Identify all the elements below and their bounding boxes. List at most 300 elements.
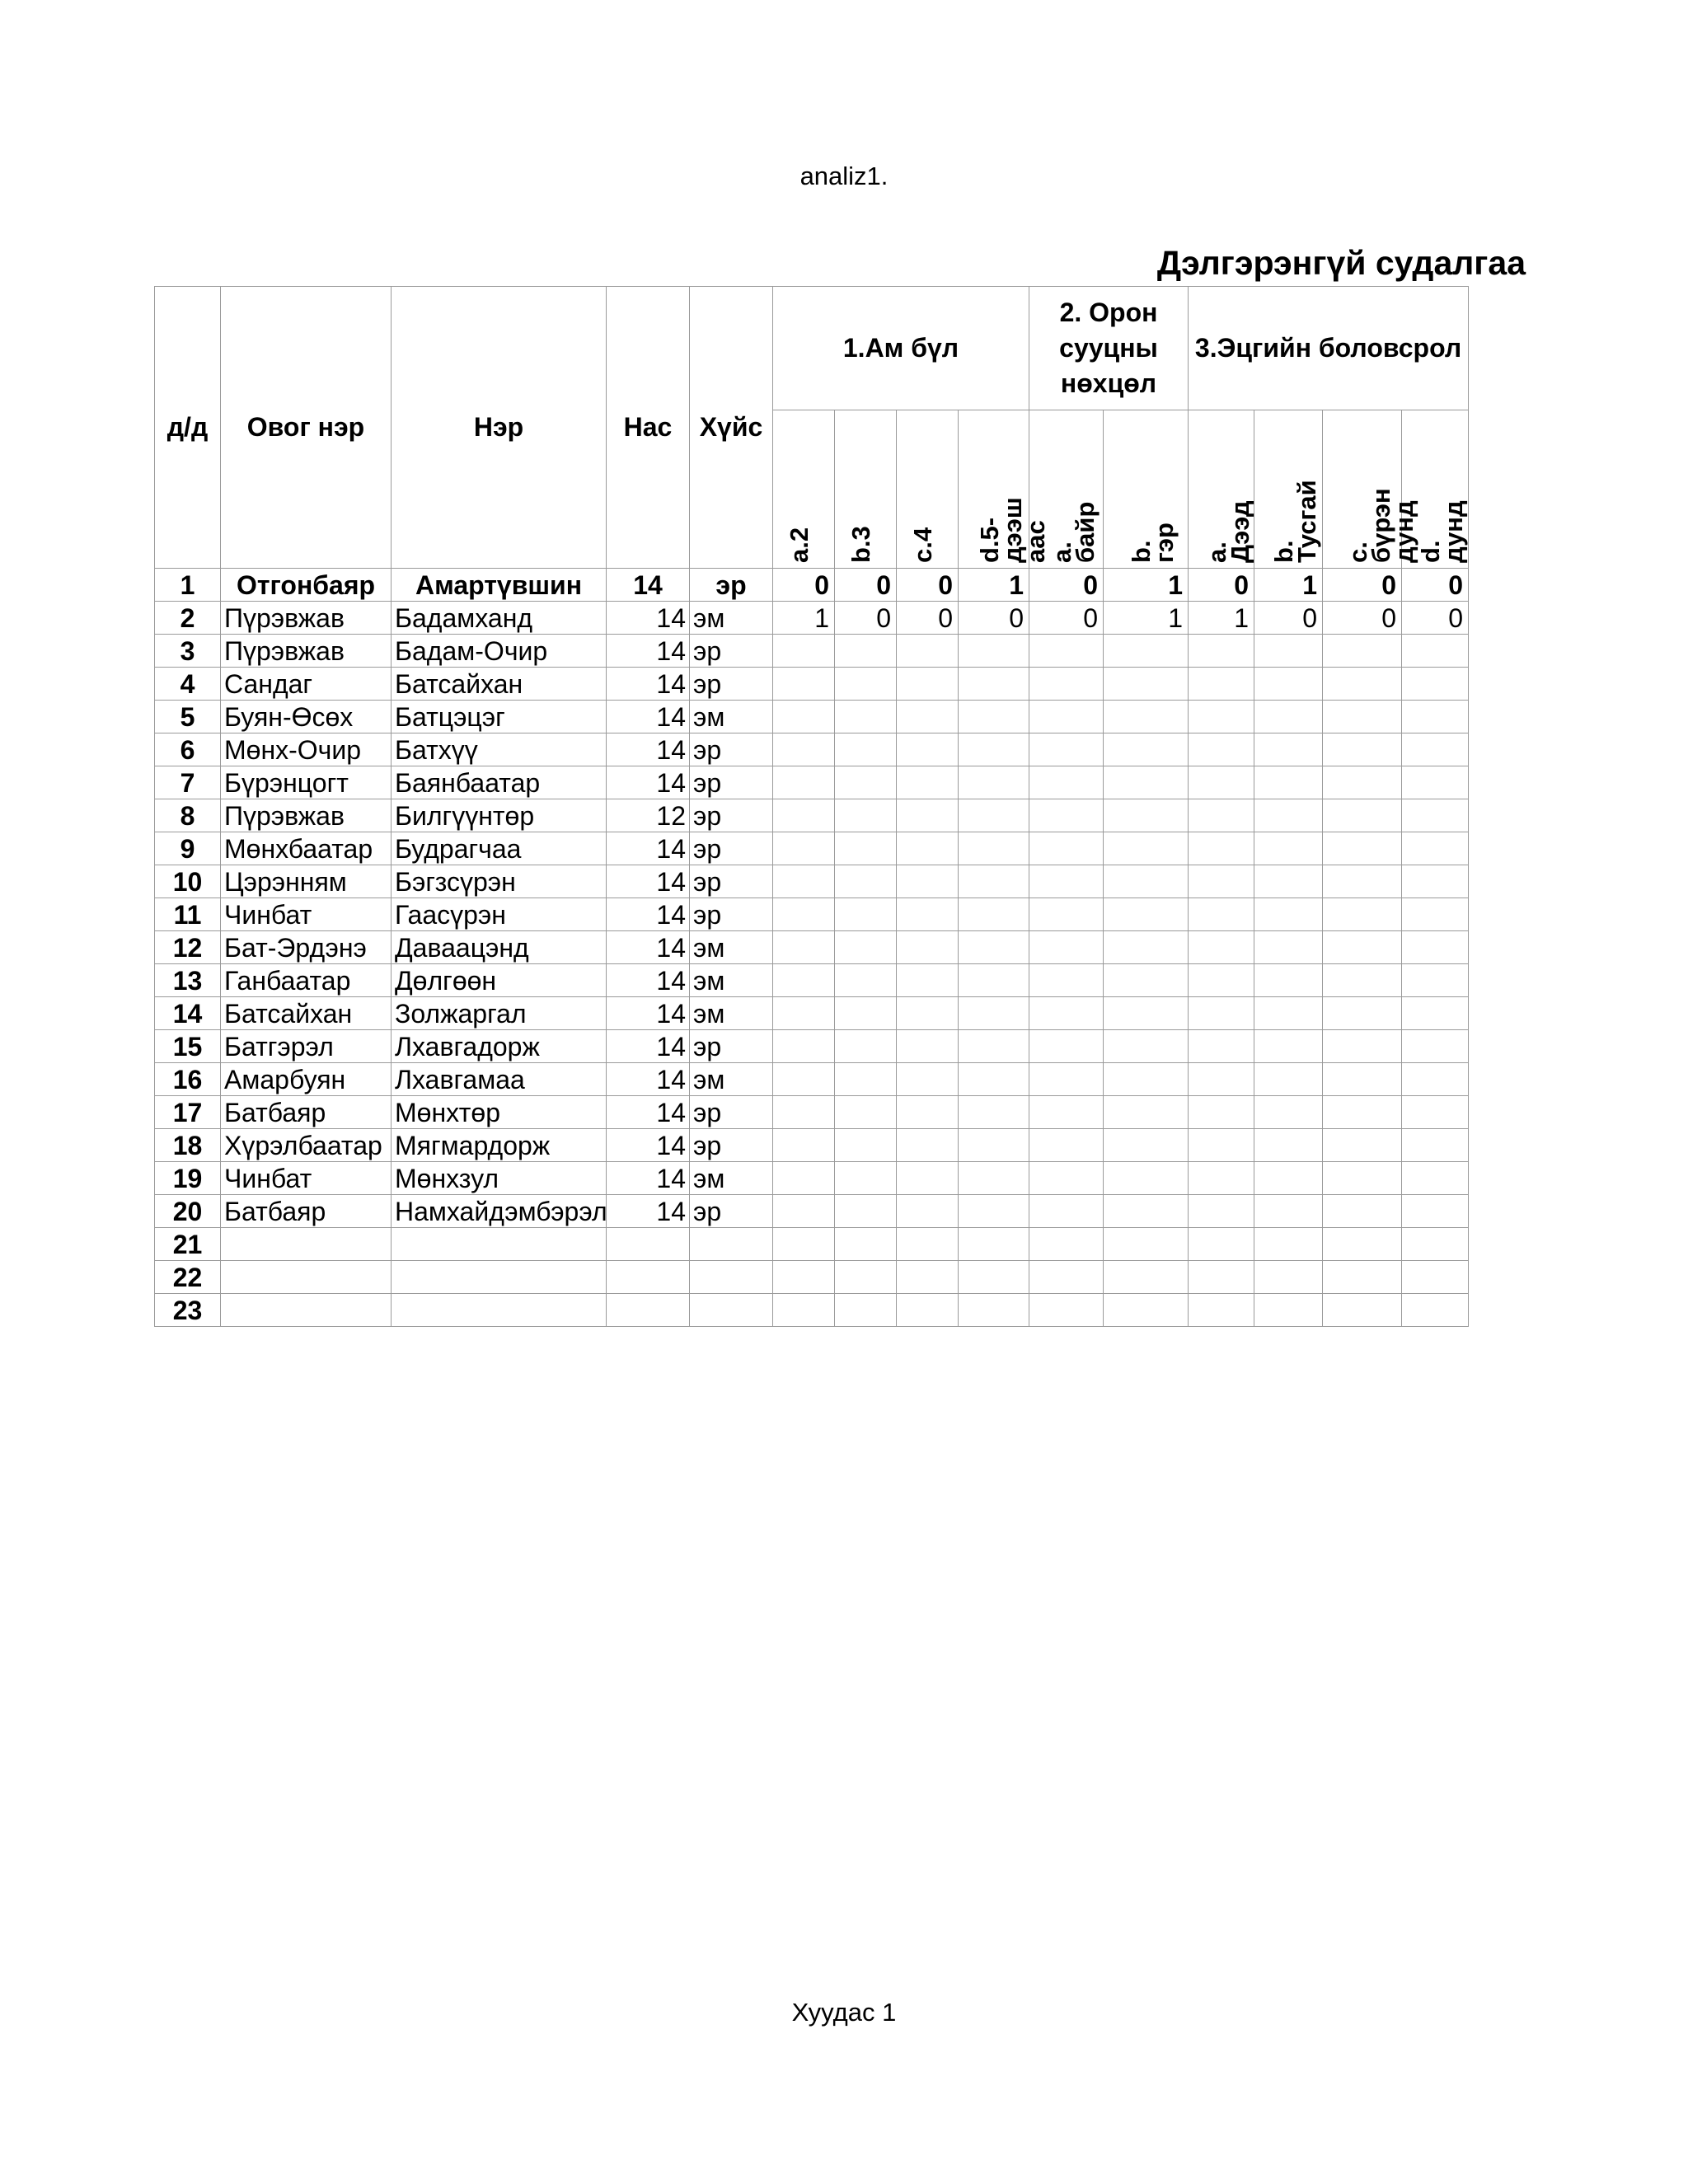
surname-cell[interactable]: Цэрэнням	[221, 865, 392, 898]
value-cell[interactable]	[897, 668, 959, 701]
value-cell[interactable]	[1189, 832, 1254, 865]
value-cell[interactable]	[959, 701, 1029, 733]
value-cell[interactable]	[897, 733, 959, 766]
value-cell[interactable]	[959, 865, 1029, 898]
value-cell[interactable]	[773, 733, 835, 766]
gender-cell[interactable]: эм	[690, 1162, 773, 1195]
value-cell[interactable]	[959, 1129, 1029, 1162]
gender-cell[interactable]: эр	[690, 733, 773, 766]
age-cell[interactable]: 14	[607, 865, 690, 898]
value-cell[interactable]	[1254, 832, 1323, 865]
value-cell[interactable]	[1323, 865, 1402, 898]
value-cell[interactable]	[1029, 865, 1104, 898]
age-cell[interactable]	[607, 1294, 690, 1327]
value-cell[interactable]	[1104, 1162, 1189, 1195]
value-cell[interactable]: 0	[1323, 569, 1402, 602]
value-cell[interactable]	[835, 1261, 897, 1294]
value-cell[interactable]	[835, 1096, 897, 1129]
value-cell[interactable]	[1189, 799, 1254, 832]
surname-cell[interactable]: Мөнхбаатар	[221, 832, 392, 865]
value-cell[interactable]	[1189, 997, 1254, 1030]
age-cell[interactable]: 14	[607, 602, 690, 635]
value-cell[interactable]	[1104, 799, 1189, 832]
value-cell[interactable]	[773, 1129, 835, 1162]
value-cell[interactable]	[835, 964, 897, 997]
value-cell[interactable]	[1104, 1228, 1189, 1261]
value-cell[interactable]	[835, 1030, 897, 1063]
value-cell[interactable]	[1104, 766, 1189, 799]
value-cell[interactable]	[1323, 701, 1402, 733]
value-cell[interactable]	[835, 1195, 897, 1228]
value-cell[interactable]	[1402, 799, 1469, 832]
value-cell[interactable]	[1323, 668, 1402, 701]
value-cell[interactable]	[773, 1261, 835, 1294]
gender-cell[interactable]: эр	[690, 1096, 773, 1129]
value-cell[interactable]	[1254, 668, 1323, 701]
surname-cell[interactable]: Батбаяр	[221, 1195, 392, 1228]
value-cell[interactable]	[1402, 964, 1469, 997]
value-cell[interactable]	[1029, 733, 1104, 766]
value-cell[interactable]	[1402, 1228, 1469, 1261]
name-cell[interactable]: Мягмардорж	[392, 1129, 607, 1162]
value-cell[interactable]	[959, 1096, 1029, 1129]
value-cell[interactable]	[1189, 1195, 1254, 1228]
value-cell[interactable]	[897, 832, 959, 865]
gender-cell[interactable]	[690, 1294, 773, 1327]
value-cell[interactable]	[835, 668, 897, 701]
value-cell[interactable]	[1029, 701, 1104, 733]
row-index-cell[interactable]: 4	[155, 668, 221, 701]
value-cell[interactable]	[1402, 898, 1469, 931]
gender-cell[interactable]: эм	[690, 997, 773, 1030]
surname-cell[interactable]: Батсайхан	[221, 997, 392, 1030]
value-cell[interactable]	[1104, 733, 1189, 766]
value-cell[interactable]	[897, 1228, 959, 1261]
value-cell[interactable]	[1104, 931, 1189, 964]
value-cell[interactable]	[1104, 668, 1189, 701]
value-cell[interactable]	[1323, 1096, 1402, 1129]
value-cell[interactable]	[959, 964, 1029, 997]
value-cell[interactable]	[1323, 1129, 1402, 1162]
row-index-cell[interactable]: 15	[155, 1030, 221, 1063]
row-index-cell[interactable]: 6	[155, 733, 221, 766]
value-cell[interactable]: 0	[1323, 602, 1402, 635]
value-cell[interactable]: 0	[897, 569, 959, 602]
surname-cell[interactable]: Чинбат	[221, 898, 392, 931]
surname-cell[interactable]: Пүрэвжав	[221, 799, 392, 832]
age-cell[interactable]: 14	[607, 1096, 690, 1129]
value-cell[interactable]	[1254, 931, 1323, 964]
value-cell[interactable]	[1029, 799, 1104, 832]
value-cell[interactable]	[1104, 898, 1189, 931]
surname-cell[interactable]: Мөнх-Очир	[221, 733, 392, 766]
value-cell[interactable]	[1402, 865, 1469, 898]
surname-cell[interactable]: Хүрэлбаатар	[221, 1129, 392, 1162]
value-cell[interactable]: 0	[773, 569, 835, 602]
value-cell[interactable]	[1323, 997, 1402, 1030]
value-cell[interactable]	[897, 865, 959, 898]
value-cell[interactable]: 0	[1402, 569, 1469, 602]
value-cell[interactable]	[1104, 701, 1189, 733]
name-cell[interactable]: Баянбаатар	[392, 766, 607, 799]
value-cell[interactable]	[959, 931, 1029, 964]
value-cell[interactable]	[1323, 799, 1402, 832]
value-cell[interactable]: 1	[1254, 569, 1323, 602]
value-cell[interactable]	[897, 799, 959, 832]
surname-cell[interactable]	[221, 1261, 392, 1294]
gender-cell[interactable]	[690, 1228, 773, 1261]
value-cell[interactable]	[1104, 635, 1189, 668]
row-index-cell[interactable]: 8	[155, 799, 221, 832]
value-cell[interactable]	[1323, 766, 1402, 799]
value-cell[interactable]	[1189, 635, 1254, 668]
age-cell[interactable]: 12	[607, 799, 690, 832]
age-cell[interactable]: 14	[607, 569, 690, 602]
value-cell[interactable]	[1189, 668, 1254, 701]
value-cell[interactable]	[1104, 832, 1189, 865]
gender-cell[interactable]: эр	[690, 865, 773, 898]
surname-cell[interactable]: Амарбуян	[221, 1063, 392, 1096]
value-cell[interactable]	[1323, 898, 1402, 931]
name-cell[interactable]: Амартүвшин	[392, 569, 607, 602]
value-cell[interactable]	[1402, 1162, 1469, 1195]
value-cell[interactable]	[1029, 898, 1104, 931]
value-cell[interactable]	[1323, 1195, 1402, 1228]
value-cell[interactable]	[959, 1195, 1029, 1228]
value-cell[interactable]: 0	[959, 602, 1029, 635]
row-index-cell[interactable]: 2	[155, 602, 221, 635]
name-cell[interactable]: Батхүү	[392, 733, 607, 766]
value-cell[interactable]	[835, 1063, 897, 1096]
value-cell[interactable]	[959, 1162, 1029, 1195]
value-cell[interactable]	[1189, 1162, 1254, 1195]
gender-cell[interactable]: эр	[690, 668, 773, 701]
value-cell[interactable]	[773, 799, 835, 832]
name-cell[interactable]: Мөнхзул	[392, 1162, 607, 1195]
value-cell[interactable]	[1402, 1096, 1469, 1129]
name-cell[interactable]: Будрагчаа	[392, 832, 607, 865]
value-cell[interactable]	[835, 635, 897, 668]
value-cell[interactable]	[897, 931, 959, 964]
surname-cell[interactable]: Отгонбаяр	[221, 569, 392, 602]
row-index-cell[interactable]: 13	[155, 964, 221, 997]
value-cell[interactable]	[1323, 931, 1402, 964]
name-cell[interactable]: Намхайдэмбэрэл	[392, 1195, 607, 1228]
value-cell[interactable]	[897, 1030, 959, 1063]
value-cell[interactable]	[1029, 1228, 1104, 1261]
row-index-cell[interactable]: 5	[155, 701, 221, 733]
name-cell[interactable]: Бадамханд	[392, 602, 607, 635]
value-cell[interactable]: 0	[1402, 602, 1469, 635]
value-cell[interactable]	[1104, 865, 1189, 898]
value-cell[interactable]	[1402, 997, 1469, 1030]
value-cell[interactable]	[1254, 1063, 1323, 1096]
value-cell[interactable]	[1189, 931, 1254, 964]
row-index-cell[interactable]: 10	[155, 865, 221, 898]
surname-cell[interactable]	[221, 1228, 392, 1261]
value-cell[interactable]	[1029, 1063, 1104, 1096]
value-cell[interactable]	[1402, 931, 1469, 964]
value-cell[interactable]: 0	[835, 569, 897, 602]
value-cell[interactable]: 0	[1029, 569, 1104, 602]
value-cell[interactable]	[835, 898, 897, 931]
value-cell[interactable]	[1402, 1261, 1469, 1294]
value-cell[interactable]	[1254, 865, 1323, 898]
row-index-cell[interactable]: 11	[155, 898, 221, 931]
row-index-cell[interactable]: 23	[155, 1294, 221, 1327]
value-cell[interactable]	[773, 931, 835, 964]
value-cell[interactable]: 0	[1254, 602, 1323, 635]
gender-cell[interactable]: эм	[690, 964, 773, 997]
name-cell[interactable]	[392, 1294, 607, 1327]
value-cell[interactable]	[959, 1228, 1029, 1261]
surname-cell[interactable]: Буян-Өсөх	[221, 701, 392, 733]
name-cell[interactable]	[392, 1261, 607, 1294]
value-cell[interactable]	[1029, 1030, 1104, 1063]
value-cell[interactable]	[1254, 1195, 1323, 1228]
value-cell[interactable]	[1254, 733, 1323, 766]
value-cell[interactable]	[1402, 1195, 1469, 1228]
value-cell[interactable]	[1254, 964, 1323, 997]
surname-cell[interactable]: Батгэрэл	[221, 1030, 392, 1063]
gender-cell[interactable]: эр	[690, 799, 773, 832]
value-cell[interactable]	[897, 997, 959, 1030]
row-index-cell[interactable]: 1	[155, 569, 221, 602]
value-cell[interactable]	[1029, 1096, 1104, 1129]
value-cell[interactable]	[773, 832, 835, 865]
name-cell[interactable]	[392, 1228, 607, 1261]
value-cell[interactable]	[1189, 865, 1254, 898]
value-cell[interactable]	[959, 997, 1029, 1030]
surname-cell[interactable]: Пүрэвжав	[221, 635, 392, 668]
age-cell[interactable]: 14	[607, 1063, 690, 1096]
value-cell[interactable]	[1323, 1294, 1402, 1327]
value-cell[interactable]	[897, 1129, 959, 1162]
surname-cell[interactable]: Чинбат	[221, 1162, 392, 1195]
value-cell[interactable]	[897, 1096, 959, 1129]
value-cell[interactable]	[1323, 1030, 1402, 1063]
row-index-cell[interactable]: 3	[155, 635, 221, 668]
gender-cell[interactable]: эм	[690, 1063, 773, 1096]
value-cell[interactable]	[1323, 635, 1402, 668]
value-cell[interactable]	[897, 1294, 959, 1327]
value-cell[interactable]	[835, 1294, 897, 1327]
value-cell[interactable]	[1189, 1294, 1254, 1327]
row-index-cell[interactable]: 7	[155, 766, 221, 799]
value-cell[interactable]	[1029, 1294, 1104, 1327]
name-cell[interactable]: Лхавгадорж	[392, 1030, 607, 1063]
value-cell[interactable]	[835, 1162, 897, 1195]
gender-cell[interactable]: эр	[690, 1030, 773, 1063]
value-cell[interactable]	[897, 1162, 959, 1195]
value-cell[interactable]	[897, 635, 959, 668]
value-cell[interactable]	[959, 898, 1029, 931]
value-cell[interactable]	[959, 668, 1029, 701]
value-cell[interactable]	[959, 1261, 1029, 1294]
name-cell[interactable]: Дөлгөөн	[392, 964, 607, 997]
value-cell[interactable]	[959, 832, 1029, 865]
age-cell[interactable]: 14	[607, 635, 690, 668]
age-cell[interactable]: 14	[607, 964, 690, 997]
name-cell[interactable]: Билгүүнтөр	[392, 799, 607, 832]
age-cell[interactable]: 14	[607, 997, 690, 1030]
value-cell[interactable]: 1	[1189, 602, 1254, 635]
value-cell[interactable]	[835, 997, 897, 1030]
value-cell[interactable]	[1254, 1228, 1323, 1261]
gender-cell[interactable]: эм	[690, 602, 773, 635]
value-cell[interactable]	[1402, 832, 1469, 865]
value-cell[interactable]	[773, 1030, 835, 1063]
value-cell[interactable]	[1029, 668, 1104, 701]
value-cell[interactable]	[1029, 1261, 1104, 1294]
value-cell[interactable]	[835, 931, 897, 964]
age-cell[interactable]: 14	[607, 733, 690, 766]
value-cell[interactable]	[1323, 1063, 1402, 1096]
name-cell[interactable]: Мөнхтөр	[392, 1096, 607, 1129]
value-cell[interactable]	[1189, 1228, 1254, 1261]
value-cell[interactable]	[1323, 832, 1402, 865]
age-cell[interactable]: 14	[607, 701, 690, 733]
surname-cell[interactable]: Пүрэвжав	[221, 602, 392, 635]
row-index-cell[interactable]: 18	[155, 1129, 221, 1162]
value-cell[interactable]: 0	[835, 602, 897, 635]
value-cell[interactable]	[1189, 1096, 1254, 1129]
value-cell[interactable]	[1029, 1195, 1104, 1228]
name-cell[interactable]: Даваацэнд	[392, 931, 607, 964]
row-index-cell[interactable]: 19	[155, 1162, 221, 1195]
gender-cell[interactable]: эр	[690, 766, 773, 799]
value-cell[interactable]	[1402, 635, 1469, 668]
value-cell[interactable]	[1254, 635, 1323, 668]
value-cell[interactable]	[1104, 1030, 1189, 1063]
value-cell[interactable]	[773, 898, 835, 931]
value-cell[interactable]	[773, 1294, 835, 1327]
value-cell[interactable]	[1104, 1129, 1189, 1162]
value-cell[interactable]	[1189, 1030, 1254, 1063]
value-cell[interactable]: 1	[1104, 602, 1189, 635]
value-cell[interactable]	[897, 898, 959, 931]
value-cell[interactable]	[1254, 1030, 1323, 1063]
age-cell[interactable]: 14	[607, 766, 690, 799]
name-cell[interactable]: Золжаргал	[392, 997, 607, 1030]
value-cell[interactable]	[1189, 1063, 1254, 1096]
value-cell[interactable]	[1323, 964, 1402, 997]
value-cell[interactable]	[1323, 1261, 1402, 1294]
value-cell[interactable]	[1254, 1096, 1323, 1129]
value-cell[interactable]	[773, 997, 835, 1030]
gender-cell[interactable]	[690, 1261, 773, 1294]
value-cell[interactable]	[1254, 1129, 1323, 1162]
value-cell[interactable]	[897, 1195, 959, 1228]
value-cell[interactable]	[1323, 1228, 1402, 1261]
name-cell[interactable]: Бэгзсүрэн	[392, 865, 607, 898]
name-cell[interactable]: Батсайхан	[392, 668, 607, 701]
row-index-cell[interactable]: 17	[155, 1096, 221, 1129]
value-cell[interactable]	[959, 635, 1029, 668]
value-cell[interactable]	[897, 766, 959, 799]
age-cell[interactable]: 14	[607, 931, 690, 964]
surname-cell[interactable]: Бат-Эрдэнэ	[221, 931, 392, 964]
value-cell[interactable]: 0	[1189, 569, 1254, 602]
value-cell[interactable]	[1029, 832, 1104, 865]
value-cell[interactable]	[959, 1063, 1029, 1096]
value-cell[interactable]: 0	[1029, 602, 1104, 635]
row-index-cell[interactable]: 9	[155, 832, 221, 865]
value-cell[interactable]: 1	[773, 602, 835, 635]
value-cell[interactable]	[1323, 733, 1402, 766]
value-cell[interactable]	[1402, 733, 1469, 766]
row-index-cell[interactable]: 12	[155, 931, 221, 964]
value-cell[interactable]	[1189, 1129, 1254, 1162]
value-cell[interactable]	[1402, 701, 1469, 733]
value-cell[interactable]	[959, 1294, 1029, 1327]
surname-cell[interactable]: Сандаг	[221, 668, 392, 701]
value-cell[interactable]	[1402, 1129, 1469, 1162]
value-cell[interactable]	[835, 1228, 897, 1261]
value-cell[interactable]	[835, 865, 897, 898]
value-cell[interactable]	[1254, 799, 1323, 832]
age-cell[interactable]	[607, 1228, 690, 1261]
value-cell[interactable]	[773, 1162, 835, 1195]
age-cell[interactable]: 14	[607, 668, 690, 701]
value-cell[interactable]	[1402, 668, 1469, 701]
value-cell[interactable]	[835, 832, 897, 865]
value-cell[interactable]	[1029, 1162, 1104, 1195]
row-index-cell[interactable]: 20	[155, 1195, 221, 1228]
value-cell[interactable]	[1104, 1096, 1189, 1129]
value-cell[interactable]	[1029, 635, 1104, 668]
value-cell[interactable]	[1104, 1261, 1189, 1294]
surname-cell[interactable]: Батбаяр	[221, 1096, 392, 1129]
row-index-cell[interactable]: 21	[155, 1228, 221, 1261]
row-index-cell[interactable]: 16	[155, 1063, 221, 1096]
value-cell[interactable]	[1189, 733, 1254, 766]
value-cell[interactable]	[1254, 701, 1323, 733]
value-cell[interactable]	[897, 964, 959, 997]
value-cell[interactable]	[897, 701, 959, 733]
value-cell[interactable]	[959, 799, 1029, 832]
gender-cell[interactable]: эр	[690, 898, 773, 931]
value-cell[interactable]: 1	[959, 569, 1029, 602]
surname-cell[interactable]: Ганбаатар	[221, 964, 392, 997]
gender-cell[interactable]: эм	[690, 931, 773, 964]
age-cell[interactable]: 14	[607, 1129, 690, 1162]
value-cell[interactable]	[1189, 898, 1254, 931]
gender-cell[interactable]: эр	[690, 1195, 773, 1228]
value-cell[interactable]	[773, 964, 835, 997]
age-cell[interactable]: 14	[607, 832, 690, 865]
value-cell[interactable]	[773, 865, 835, 898]
value-cell[interactable]	[773, 635, 835, 668]
gender-cell[interactable]: эр	[690, 1129, 773, 1162]
value-cell[interactable]	[835, 799, 897, 832]
value-cell[interactable]	[1189, 964, 1254, 997]
value-cell[interactable]	[1189, 701, 1254, 733]
name-cell[interactable]: Гаасүрэн	[392, 898, 607, 931]
value-cell[interactable]	[1402, 1030, 1469, 1063]
value-cell[interactable]	[1254, 1294, 1323, 1327]
age-cell[interactable]: 14	[607, 898, 690, 931]
value-cell[interactable]	[773, 1063, 835, 1096]
value-cell[interactable]	[1104, 1294, 1189, 1327]
value-cell[interactable]	[835, 766, 897, 799]
value-cell[interactable]	[773, 668, 835, 701]
gender-cell[interactable]: эм	[690, 701, 773, 733]
value-cell[interactable]	[1254, 997, 1323, 1030]
value-cell[interactable]	[773, 1096, 835, 1129]
gender-cell[interactable]: эр	[690, 832, 773, 865]
value-cell[interactable]	[959, 1030, 1029, 1063]
